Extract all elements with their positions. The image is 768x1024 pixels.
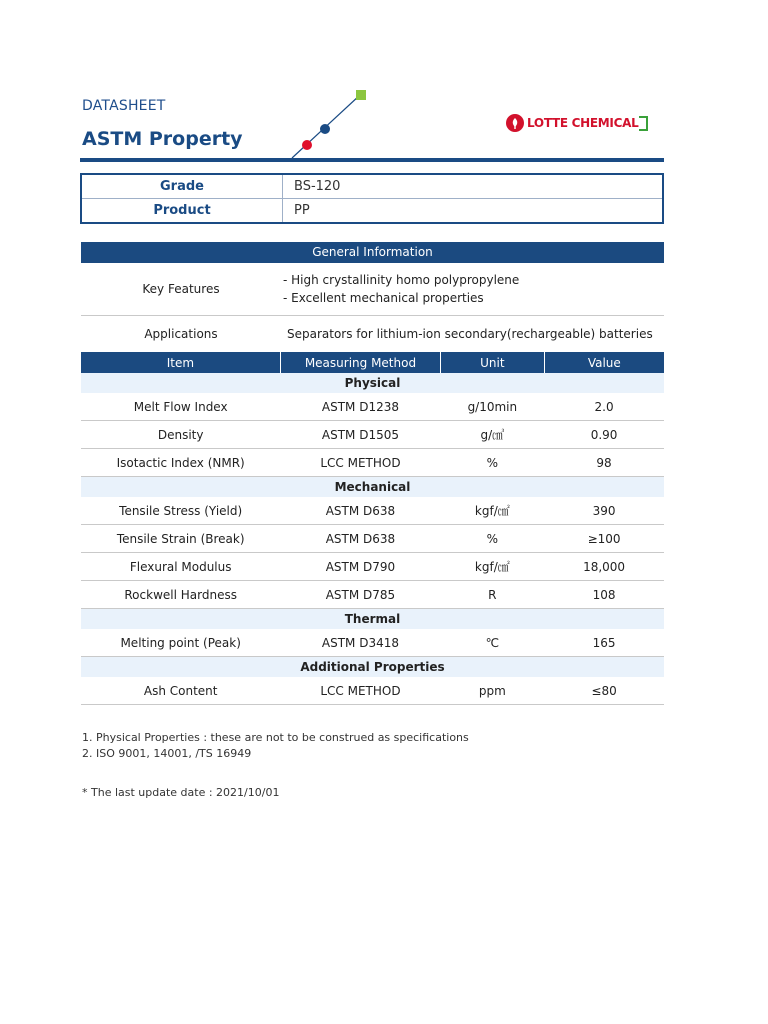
table-row [81,421,664,449]
table-row [81,449,664,477]
key-feature-item: - Excellent mechanical properties [283,291,484,305]
key-features-label: Key Features [142,282,220,296]
header-divider [80,158,664,162]
company-logo [506,112,648,134]
applications-label: Applications [144,327,218,341]
applications-value: Separators for lithium-ion secondary(rechargeable) batteries [287,327,653,341]
logo-wordmark: LOTTE CHEMICAL [527,116,639,130]
product-label: Product [81,199,283,224]
product-value: PP [294,203,310,218]
logo-green-bracket [639,116,648,131]
item-cell: Melting point (Peak) [81,629,280,657]
column-header-item: Item [81,352,280,373]
unit-cell: g/㎤ [441,421,545,449]
table-row [81,393,664,421]
document-type-label: DATASHEET [82,98,166,114]
item-cell: Density [81,421,280,449]
method-cell: LCC METHOD [280,677,440,705]
table-row [81,497,664,525]
item-cell: Isotactic Index (NMR) [81,449,280,477]
method-cell: ASTM D790 [280,553,440,581]
decorative-molecule-graphic [288,86,378,160]
section-row-additional [81,657,664,678]
table-row [81,525,664,553]
method-cell: ASTM D638 [280,497,440,525]
value-cell: ≤80 [544,677,664,705]
value-cell: 2.0 [544,393,664,421]
navy-circle-dot [320,124,330,134]
table-row [81,199,663,224]
red-circle-dot [302,140,312,150]
page-title: ASTM Property [82,128,243,150]
unit-cell: R [441,581,545,609]
value-cell: 0.90 [544,421,664,449]
value-cell: 108 [544,581,664,609]
section-title: Mechanical [81,477,664,498]
value-cell: 165 [544,629,664,657]
section-title: Physical [81,373,664,393]
applications-row [81,316,664,352]
unit-cell: % [441,525,545,553]
unit-cell: % [441,449,545,477]
grade-value: BS-120 [283,174,664,199]
section-row-physical [81,373,664,393]
table-row [81,629,664,657]
key-feature-item: - High crystallinity homo polypropylene [283,273,520,287]
properties-table [81,352,664,705]
unit-cell: kgf/㎠ [441,553,545,581]
value-cell: 18,000 [544,553,664,581]
table-row [81,677,664,705]
general-information-header: General Information [81,242,664,263]
green-square-dot [356,90,366,100]
column-header-method: Measuring Method [280,352,440,373]
column-header-unit: Unit [441,352,545,373]
item-cell: Tensile Strain (Break) [81,525,280,553]
method-cell: ASTM D638 [280,525,440,553]
table-header-row [81,352,664,373]
method-cell: LCC METHOD [280,449,440,477]
table-row [81,581,664,609]
value-cell: 98 [544,449,664,477]
section-row-mechanical [81,477,664,498]
lotte-emblem-icon [506,114,524,132]
unit-cell: kgf/㎠ [441,497,545,525]
last-update-date: * The last update date : 2021/10/01 [82,786,280,799]
section-title: Additional Properties [81,657,664,678]
section-row-thermal [81,609,664,630]
grade-label: Grade [81,174,283,199]
footnote-1: 1. Physical Properties : these are not to be construed as specifications [82,731,469,744]
grade-table [80,173,664,224]
key-features-row [81,263,664,316]
value-cell: 390 [544,497,664,525]
item-cell: Rockwell Hardness [81,581,280,609]
key-features-list [283,271,519,307]
method-cell: ASTM D1238 [280,393,440,421]
value-cell: ≥100 [544,525,664,553]
method-cell: ASTM D3418 [280,629,440,657]
item-cell: Tensile Stress (Yield) [81,497,280,525]
item-cell: Melt Flow Index [81,393,280,421]
unit-cell: ℃ [441,629,545,657]
unit-cell: ppm [441,677,545,705]
column-header-value: Value [544,352,664,373]
unit-cell: g/10min [441,393,545,421]
method-cell: ASTM D785 [280,581,440,609]
method-cell: ASTM D1505 [280,421,440,449]
item-cell: Ash Content [81,677,280,705]
table-row [81,174,663,199]
table-row [81,553,664,581]
item-cell: Flexural Modulus [81,553,280,581]
section-title: Thermal [81,609,664,630]
footnote-2: 2. ISO 9001, 14001, /TS 16949 [82,747,252,760]
